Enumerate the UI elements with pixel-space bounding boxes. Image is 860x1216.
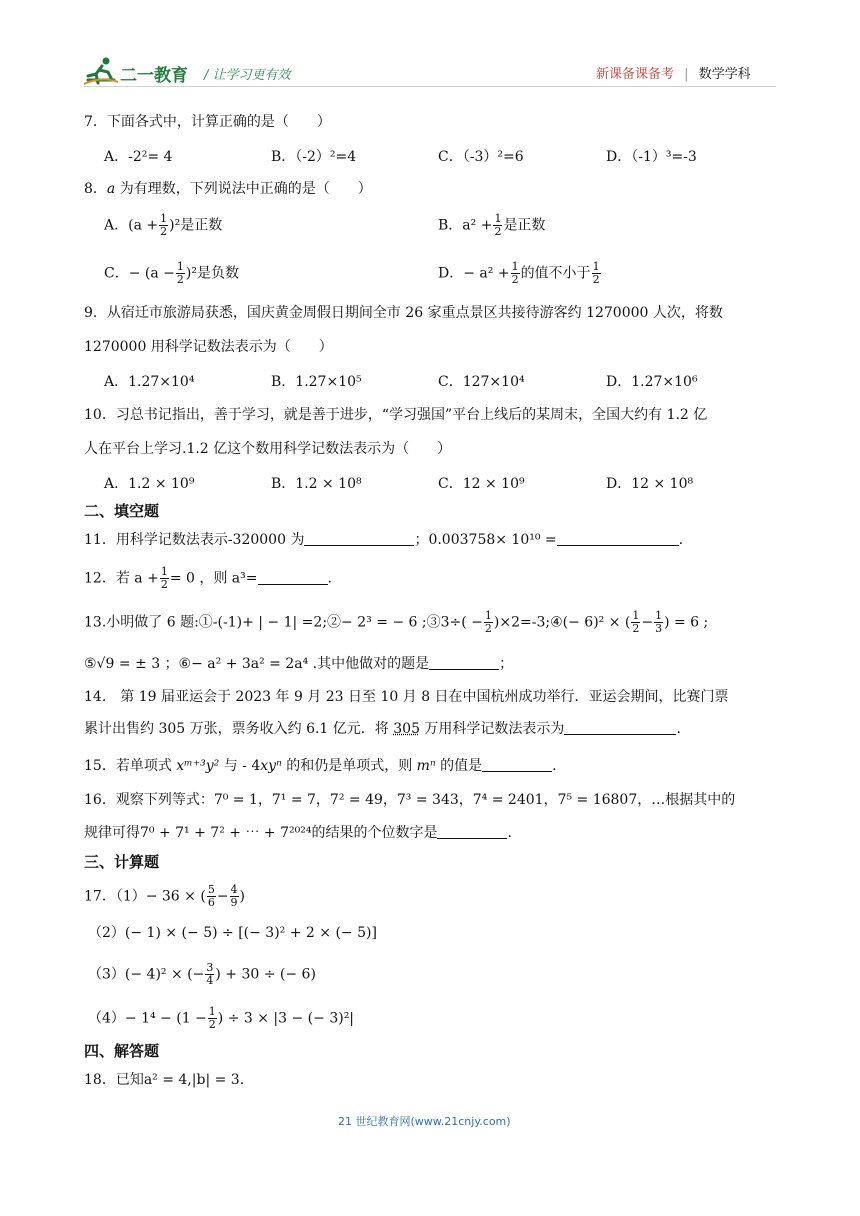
header-rule [84, 86, 776, 87]
q17-1-pre: 17．（1）− 36 × ( [84, 888, 206, 905]
q10-line1: 10．习总书记指出，善于学习，就是善于进步，“学习强国”平台上线后的某周末，全国大约有 1.2 亿 [84, 407, 708, 423]
q14-line1: 14. 第 19 届亚运会于 2023 年 9 月 23 日至 10 月 8 日在中国杭州成功举行．亚运会期间，比赛门票 [84, 689, 729, 705]
q17-part4 [88, 1006, 354, 1031]
q15-mono1: xᵐ⁺³y² [176, 758, 220, 774]
q15-post: 的和仍是单项式，则 [281, 758, 417, 774]
q16-line1: 16．观察下列等式：7⁰ = 1，7¹ = 7，7² = 49，7³ = 343，7⁴ = 2401，7⁵ = 16807，…根据其中的 [84, 792, 736, 808]
q7-option-c: C．（-3）²=6 [438, 149, 524, 165]
answer-blank[interactable] [304, 531, 414, 546]
q15-mid: 与 - 4 [219, 758, 261, 774]
header-course: 新课备课备考 [596, 67, 675, 82]
header-subject: 数学学科 [698, 67, 751, 82]
q13-1d: ) = 6 ; [664, 614, 709, 631]
answer-blank[interactable] [557, 531, 679, 546]
q7-option-a: A．-2²= 4 [104, 149, 173, 165]
brand-name: 二一教育 [120, 66, 188, 86]
fraction: $\frac{5}{6}$ [207, 883, 215, 909]
q16-2a: 规律可得7⁰ + 7¹ + 7² + ⋯ + 7²⁰²⁴的结果的个位数字是 [84, 825, 438, 841]
q12-post: ，则 a³= [199, 570, 258, 587]
q13-1a: 13.小明做了 6 题:①-(-1)+ | − 1| =2;②− 2³ = − 6 ;③3÷( − [84, 614, 483, 631]
q14-2a: 累计出售约 305 万张，票务收入约 6.1 亿元．将 [84, 721, 394, 737]
q14-emphasis: 305 [393, 721, 420, 737]
q8-b-label: B． [438, 217, 463, 234]
q7-stem: 7．下面各式中，计算正确的是（ ） [84, 114, 331, 130]
q8-c-pre: − (a − [128, 265, 175, 282]
fraction: $\frac{1}{2}$ [484, 609, 492, 635]
q8-stem [84, 179, 372, 199]
q8-c-label: C． [104, 265, 129, 282]
q8-d-mid: 的值不小于 [520, 265, 591, 282]
q13-line1 [84, 610, 708, 635]
q8-d-pre: − a² + [463, 265, 510, 282]
q16-line2 [84, 823, 512, 843]
running-man-icon [84, 56, 118, 86]
fraction: $\frac{1}{2}$ [160, 212, 168, 238]
slogan: / 让学习更有效 [204, 68, 291, 83]
section-title-calc: 三、计算题 [84, 853, 160, 871]
q15-mono3: mⁿ [416, 758, 436, 774]
q9-line1: 9．从宿迁市旅游局获悉，国庆黄金周假日期间全市 26 家重点景区共接待游客约 1270000 人次，将数 [84, 305, 723, 321]
q15-end: . [552, 758, 557, 774]
answer-blank[interactable] [564, 720, 676, 735]
q8-a-post: )²是正数 [169, 217, 223, 234]
q8-rest: 为有理数，下列说法中正确的是（ ） [115, 181, 372, 197]
q17-4-post: ) ÷ 3 × |3 − (− 3)²| [217, 1010, 355, 1027]
fraction: $\frac{1}{2}$ [208, 1005, 216, 1031]
fraction: $\frac{1}{2}$ [494, 212, 502, 238]
q15-mono2: xyⁿ [260, 758, 282, 774]
footer[interactable]: 21 世纪教育网(www.21cnjy.com) [338, 1115, 511, 1128]
q8-d-label: D． [438, 265, 464, 282]
q11 [84, 530, 683, 550]
q15 [84, 756, 557, 776]
q11-pre: 11．用科学记数法表示-320000 为 [84, 532, 305, 548]
answer-blank[interactable] [258, 570, 328, 585]
q17-part3 [88, 962, 316, 987]
q13-2a: ⑤√9 = ± 3 ；⑥− a² + 3a² = 2a⁴ .其中他做对的题是 [84, 656, 430, 672]
q8-option-b [438, 213, 545, 238]
q15-pre: 15．若单项式 [84, 758, 177, 774]
header-right [596, 63, 751, 82]
answer-blank[interactable] [437, 824, 507, 839]
fraction: $\frac{1}{3}$ [655, 609, 663, 635]
q13-1b: )×2=-3;④(− 6)² × ( [493, 614, 631, 631]
section-title-fill: 二、填空题 [84, 502, 160, 520]
q14-2b: 万用科学记数法表示为 [419, 721, 565, 737]
q12-expr-pre: a + [134, 570, 159, 587]
q9-line2: 1270000 用科学记数法表示为（ ） [84, 339, 333, 355]
q8-a-label: A． [104, 217, 129, 234]
q10-line2: 人在平台上学习.1.2 亿这个数用科学记数法表示为（ ） [84, 441, 452, 457]
fraction: $\frac{1}{2}$ [592, 260, 600, 286]
q13-2b: ； [499, 656, 514, 672]
q8-option-d [438, 261, 602, 286]
q9-option-d: D．1.27×10⁶ [606, 374, 698, 390]
q17-1-mid: − [216, 888, 229, 905]
logo [84, 56, 118, 90]
q12-end: . [327, 570, 332, 587]
q14-line2 [84, 719, 681, 739]
q12 [84, 566, 332, 591]
q17-part2: （2）(− 1) × (− 5) ÷ [(− 3)² + 2 × (− 5)] [88, 925, 377, 941]
q8-var: a [106, 181, 116, 197]
fraction: $\frac{1}{2}$ [511, 260, 519, 286]
q8-c-post: )²是负数 [185, 265, 239, 282]
q8-option-c [104, 261, 239, 286]
q16-end: . [507, 825, 512, 841]
q9-option-c: C．127×10⁴ [438, 374, 525, 390]
q8-b-post: 是正数 [503, 217, 546, 234]
q10-option-c: C．12 × 10⁹ [438, 476, 525, 492]
q12-expr-post: = 0 [169, 570, 195, 587]
q11-end: . [678, 532, 684, 548]
q7-option-b: B．（-2）²=4 [271, 149, 357, 165]
answer-blank[interactable] [429, 655, 499, 670]
q11-mid: ；0.003758× 10¹⁰ = [414, 532, 557, 548]
section-title-answer: 四、解答题 [84, 1042, 160, 1060]
fraction: $\frac{1}{2}$ [176, 260, 184, 286]
q7-option-d: D．（-1）³=-3 [606, 149, 697, 165]
fraction: $\frac{3}{4}$ [206, 961, 214, 987]
q8-b-pre: a² + [462, 217, 493, 234]
q17-3-post: ) + 30 ÷ (− 6) [215, 966, 316, 983]
q17-part1 [84, 884, 245, 909]
q18: 18．已知a² = 4,|b| = 3. [84, 1072, 245, 1088]
q10-option-a: A．1.2 × 10⁹ [104, 476, 195, 492]
q8-option-a [104, 213, 222, 238]
q9-option-b: B．1.27×10⁵ [271, 374, 362, 390]
q9-option-a: A．1.27×10⁴ [104, 374, 195, 390]
header-divider: | [684, 67, 689, 82]
q10-option-d: D．12 × 10⁸ [606, 476, 694, 492]
q14-end: . [676, 721, 681, 737]
q13-1c: − [641, 614, 654, 631]
fraction: $\frac{1}{2}$ [632, 609, 640, 635]
q10-option-b: B．1.2 × 10⁸ [271, 476, 362, 492]
fraction: $\frac{4}{9}$ [230, 883, 238, 909]
fraction: $\frac{1}{2}$ [160, 565, 168, 591]
q17-1-post: ) [239, 888, 246, 905]
q12-pre: 12．若 [84, 570, 130, 587]
q13-line2 [84, 654, 513, 674]
answer-blank[interactable] [482, 757, 552, 772]
q8-a-pre: (a + [128, 217, 159, 234]
q17-3-pre: （3）(− 4)² × (− [88, 966, 205, 983]
q15-post2: 的值是 [435, 758, 483, 774]
q8-num: 8． [84, 181, 107, 197]
q17-4-pre: （4）− 1⁴ − (1 − [88, 1010, 207, 1027]
